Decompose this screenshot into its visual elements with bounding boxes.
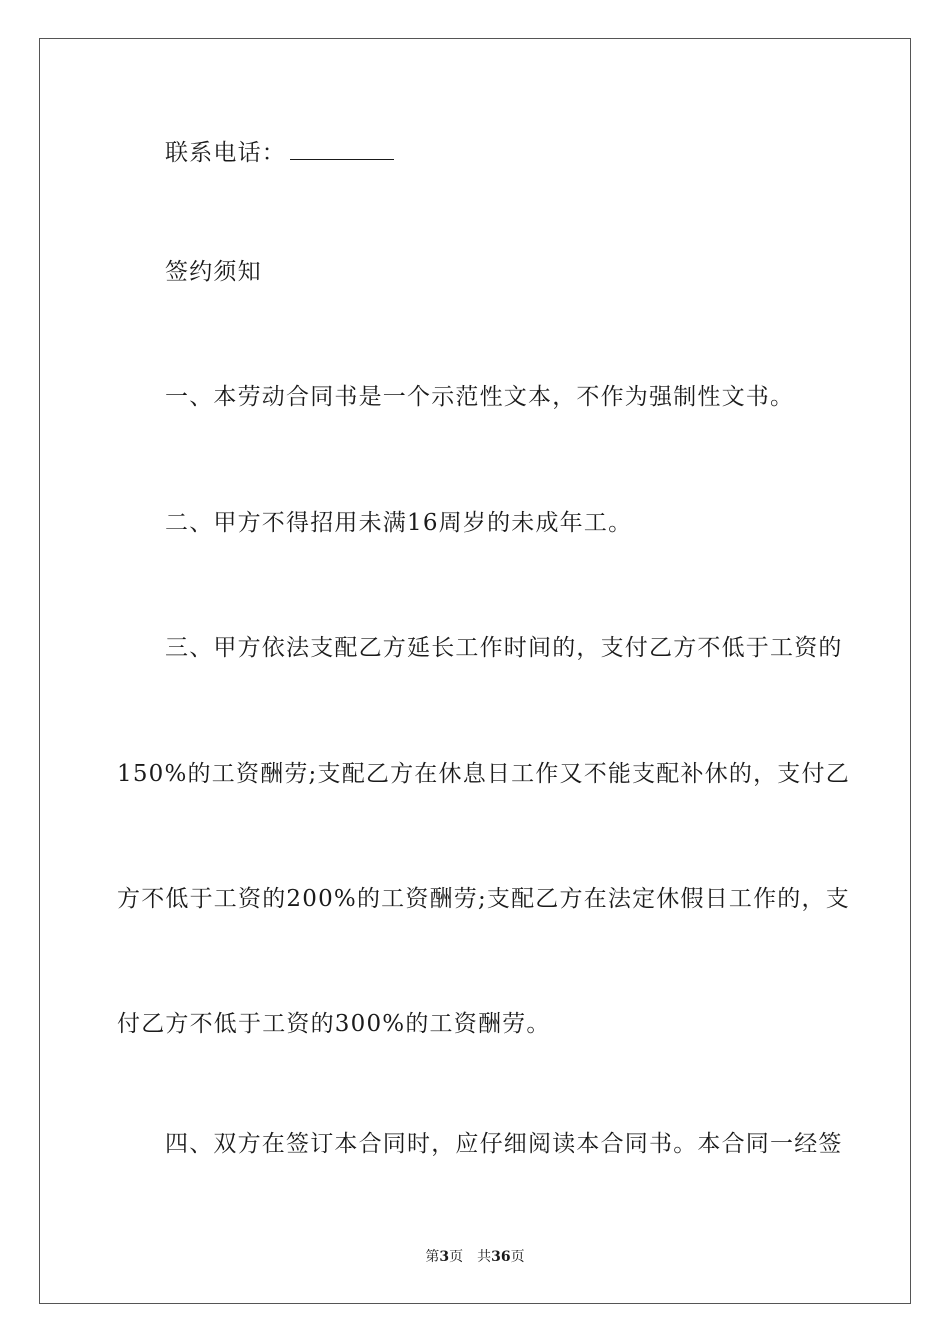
contact-phone-blank <box>290 137 394 160</box>
clause-4-line-1: 四、双方在签订本合同时，应仔细阅读本合同书。本合同一经签 <box>165 1131 843 1157</box>
clause-3-line-2: 150%的工资酬劳;支配乙方在休息日工作又不能支配补休的，支付乙 <box>117 761 850 787</box>
footer-total-prefix: 共 <box>477 1249 492 1265</box>
section-title: 签约须知 <box>165 259 262 285</box>
clause-3-line-3: 方不低于工资的200%的工资酬劳;支配乙方在法定休假日工作的，支 <box>117 886 850 912</box>
footer-page-suffix: 页 <box>449 1249 464 1265</box>
footer-page-number: 3 <box>439 1249 450 1265</box>
clause-3-line-1: 三、甲方依法支配乙方延长工作时间的，支付乙方不低于工资的 <box>165 635 843 661</box>
clause-3-line-4: 付乙方不低于工资的300%的工资酬劳。 <box>117 1011 551 1037</box>
footer-total-suffix: 页 <box>510 1249 525 1265</box>
page-border <box>39 38 911 1304</box>
footer-total-pages: 36 <box>491 1249 511 1265</box>
contact-phone-label: 联系电话： <box>165 140 286 166</box>
page-footer <box>0 1248 950 1266</box>
footer-page-prefix: 第 <box>425 1249 440 1265</box>
clause-1: 一、本劳动合同书是一个示范性文本，不作为强制性文书。 <box>165 384 795 410</box>
clause-2: 二、甲方不得招用未满16周岁的未成年工。 <box>165 510 633 536</box>
contact-phone-line <box>165 137 394 168</box>
